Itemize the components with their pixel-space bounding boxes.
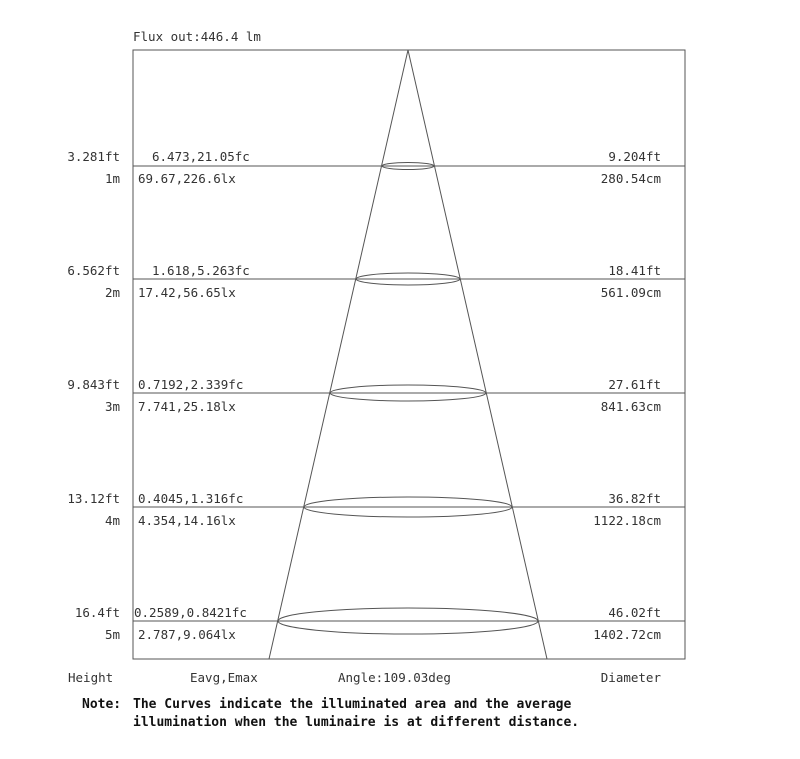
illuminance-fc-label: 0.4045,1.316fc <box>138 491 244 506</box>
height-m-label: 4m <box>104 513 120 528</box>
height-ft-label: 9.843ft <box>67 377 120 392</box>
height-m-label: 3m <box>104 399 120 414</box>
illuminance-fc-label: 1.618,5.263fc <box>152 263 250 278</box>
diameter-cm-label: 280.54cm <box>600 171 661 186</box>
diameter-cm-label: 1122.18cm <box>593 513 661 528</box>
diameter-column-label: Diameter <box>600 670 661 685</box>
illuminance-fc-label: 6.473,21.05fc <box>152 149 250 164</box>
cone-right-edge <box>408 50 547 659</box>
beam-angle-label: Angle:109.03deg <box>338 670 451 685</box>
diameter-ft-label: 46.02ft <box>608 605 661 620</box>
illuminance-lx-label: 4.354,14.16lx <box>138 513 236 528</box>
diameter-ft-label: 27.61ft <box>608 377 661 392</box>
diameter-cm-label: 561.09cm <box>600 285 661 300</box>
height-column-label: Height <box>68 670 114 685</box>
height-ft-label: 3.281ft <box>67 149 120 164</box>
diameter-ft-label: 36.82ft <box>608 491 661 506</box>
illuminance-column-label: Eavg,Emax <box>190 670 258 685</box>
height-ft-label: 6.562ft <box>67 263 120 278</box>
note-line-1: The Curves indicate the illuminated area and the average <box>133 697 572 712</box>
cone-left-edge <box>269 50 408 659</box>
diameter-ft-label: 18.41ft <box>608 263 661 278</box>
illuminance-lx-label: 17.42,56.65lx <box>138 285 236 300</box>
height-ft-label: 16.4ft <box>74 605 120 620</box>
illuminance-fc-label: 0.2589,0.8421fc <box>134 605 247 620</box>
diameter-ft-label: 9.204ft <box>608 149 661 164</box>
illuminance-fc-label: 0.7192,2.339fc <box>138 377 244 392</box>
illuminance-lx-label: 69.67,226.6lx <box>138 171 236 186</box>
diagram-frame <box>133 50 685 659</box>
note-prefix: Note: <box>82 697 122 712</box>
illuminance-lx-label: 2.787,9.064lx <box>138 627 236 642</box>
diameter-cm-label: 841.63cm <box>600 399 661 414</box>
height-ft-label: 13.12ft <box>67 491 120 506</box>
height-m-label: 1m <box>104 171 120 186</box>
diameter-cm-label: 1402.72cm <box>593 627 661 642</box>
height-m-label: 2m <box>104 285 120 300</box>
note-line-2: illumination when the luminaire is at different distance. <box>133 715 580 730</box>
height-m-label: 5m <box>104 627 120 642</box>
flux-output-label: Flux out:446.4 lm <box>133 29 261 44</box>
illuminance-lx-label: 7.741,25.18lx <box>138 399 236 414</box>
